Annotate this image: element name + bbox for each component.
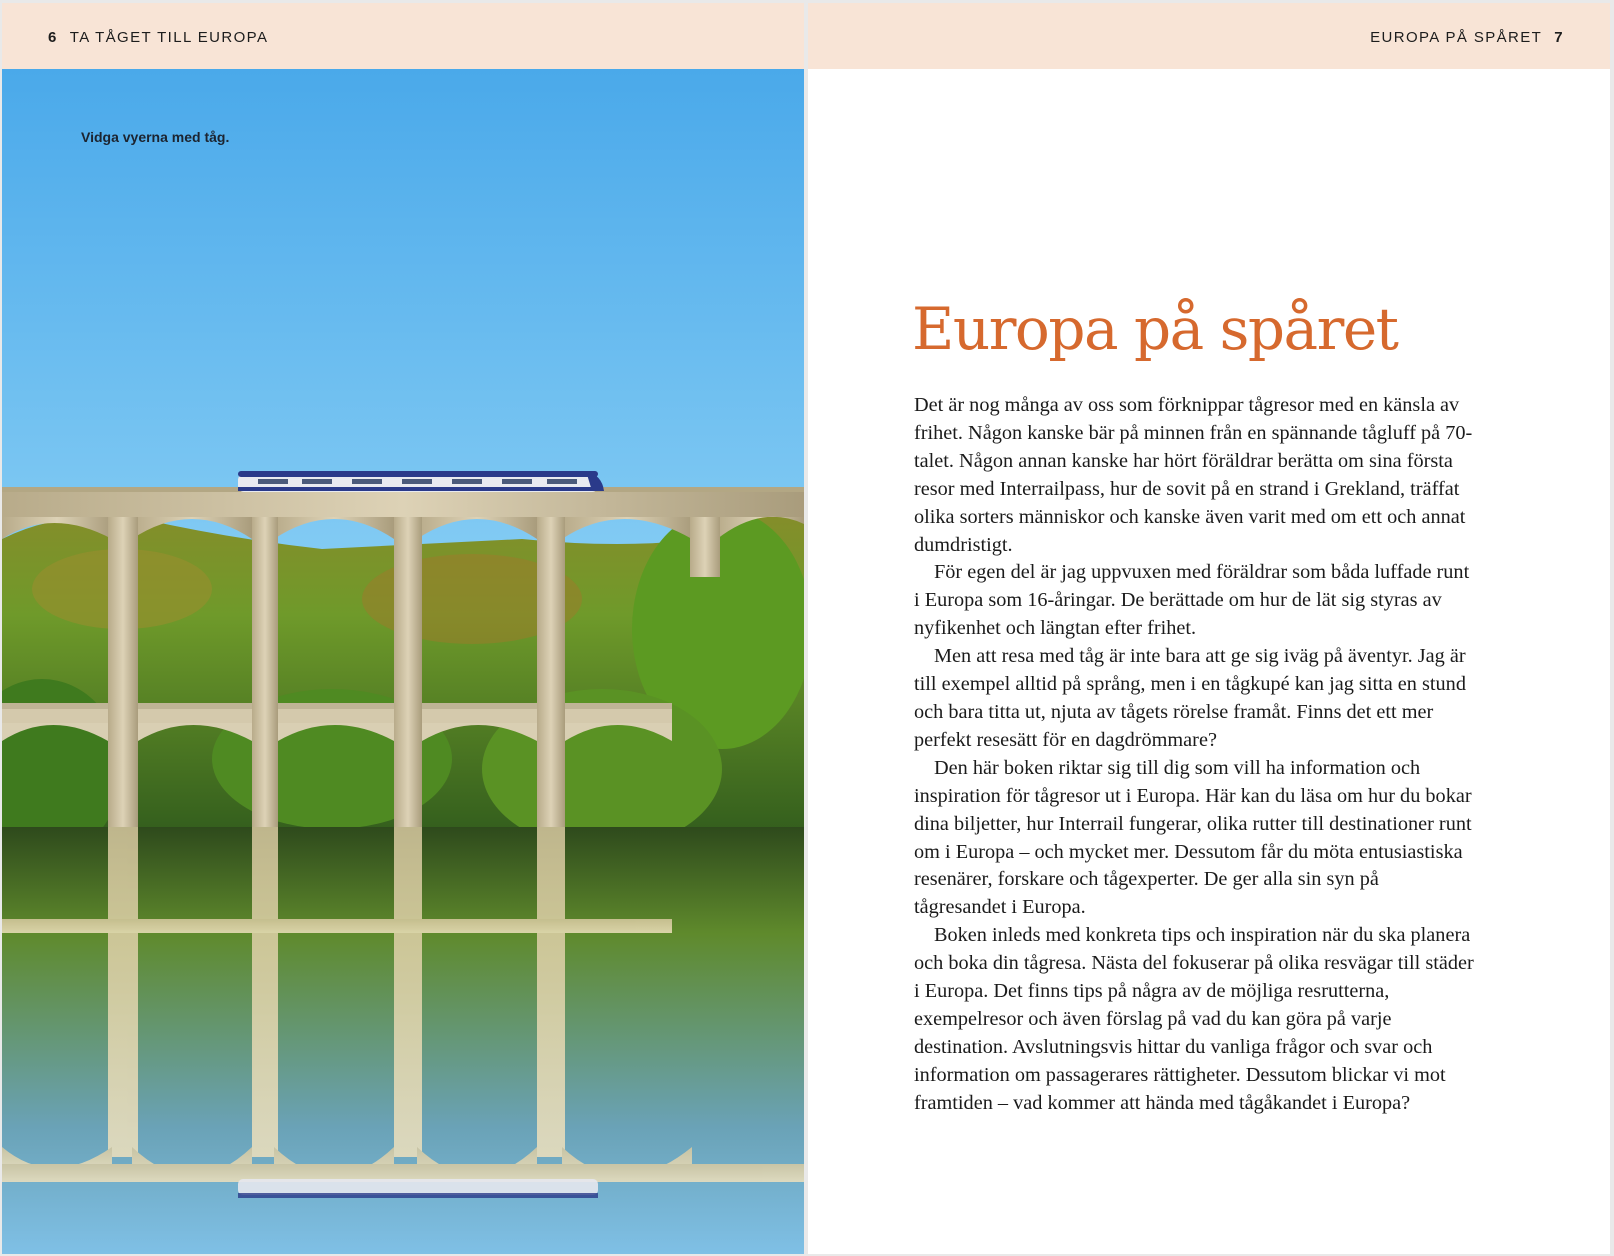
train-icon (238, 471, 604, 492)
page-number: 7 (1554, 29, 1564, 46)
body-text (914, 392, 1474, 1118)
paragraph: Boken inleds med konkreta tips och inspiration när du ska planera och boka din tågresa. Nästa del fokuserar på olika resvägar till städer i Europa. Det finns tips på några av de möjliga resrutterna, exempelresor och även förslag på vad du kan göra på varje destination. Avslutningsvis hittar du vanliga frågor och svar och information om passagerares rättigheter. Dessutom blickar vi mot framtiden – vad kommer att hända med tågåkandet i Europa? (914, 924, 1474, 1114)
photo-caption: Vidga vyerna med tåg. (81, 129, 230, 145)
paragraph: Det är nog många av oss som förknippar tågresor med en känsla av frihet. Någon kanske bär på minnen från en spännande tågluff på 70-talet. Någon annan kanske har hört föräldrar berätta om sina första resor med Interrailpass, hur de sovit på en strand i Grekland, träffat olika sorters människor och kanske även varit med om ett och annat dumdristigt. (914, 394, 1473, 556)
header-band (808, 3, 1610, 69)
paragraph: Men att resa med tåg är inte bara att ge sig iväg på äventyr. Jag är till exempel alltid på språng, men i en tågkupé kan jag sitta en stund och bara titta ut, njuta av tågets rörelse framåt. Finns det ett mer perfekt resesätt för en dagdrömmare? (914, 645, 1466, 751)
viaduct-photo (2, 69, 804, 1254)
paragraph: Den här boken riktar sig till dig som vill ha information och inspiration för tågresor ut i Europa. Här kan du läsa om hur du bokar dina biljetter, hur Interrail fungerar, olika rutter till destinationer runt om i Europa – och mycket mer. Dessutom får du möta entusiastiska resenärer, forskare och tågexperter. De ger alla sin syn på tågresandet i Europa. (914, 756, 1472, 919)
left-page (2, 3, 804, 1254)
section-title: TA TÅGET TILL EUROPA (69, 29, 269, 46)
section-title: EUROPA PÅ SPÅRET (1370, 29, 1543, 46)
chapter-title: Europa på spåret (912, 295, 1398, 363)
running-head (48, 29, 268, 46)
right-page (808, 3, 1610, 1254)
page-number: 6 (48, 29, 58, 46)
running-head (1370, 29, 1564, 46)
header-band (2, 3, 804, 69)
paragraph: För egen del är jag uppvuxen med föräldrar som båda luffade runt i Europa som 16-åringar. De berättade om hur de lät sig styras av nyfikenhet och längtan efter frihet. (914, 561, 1470, 640)
